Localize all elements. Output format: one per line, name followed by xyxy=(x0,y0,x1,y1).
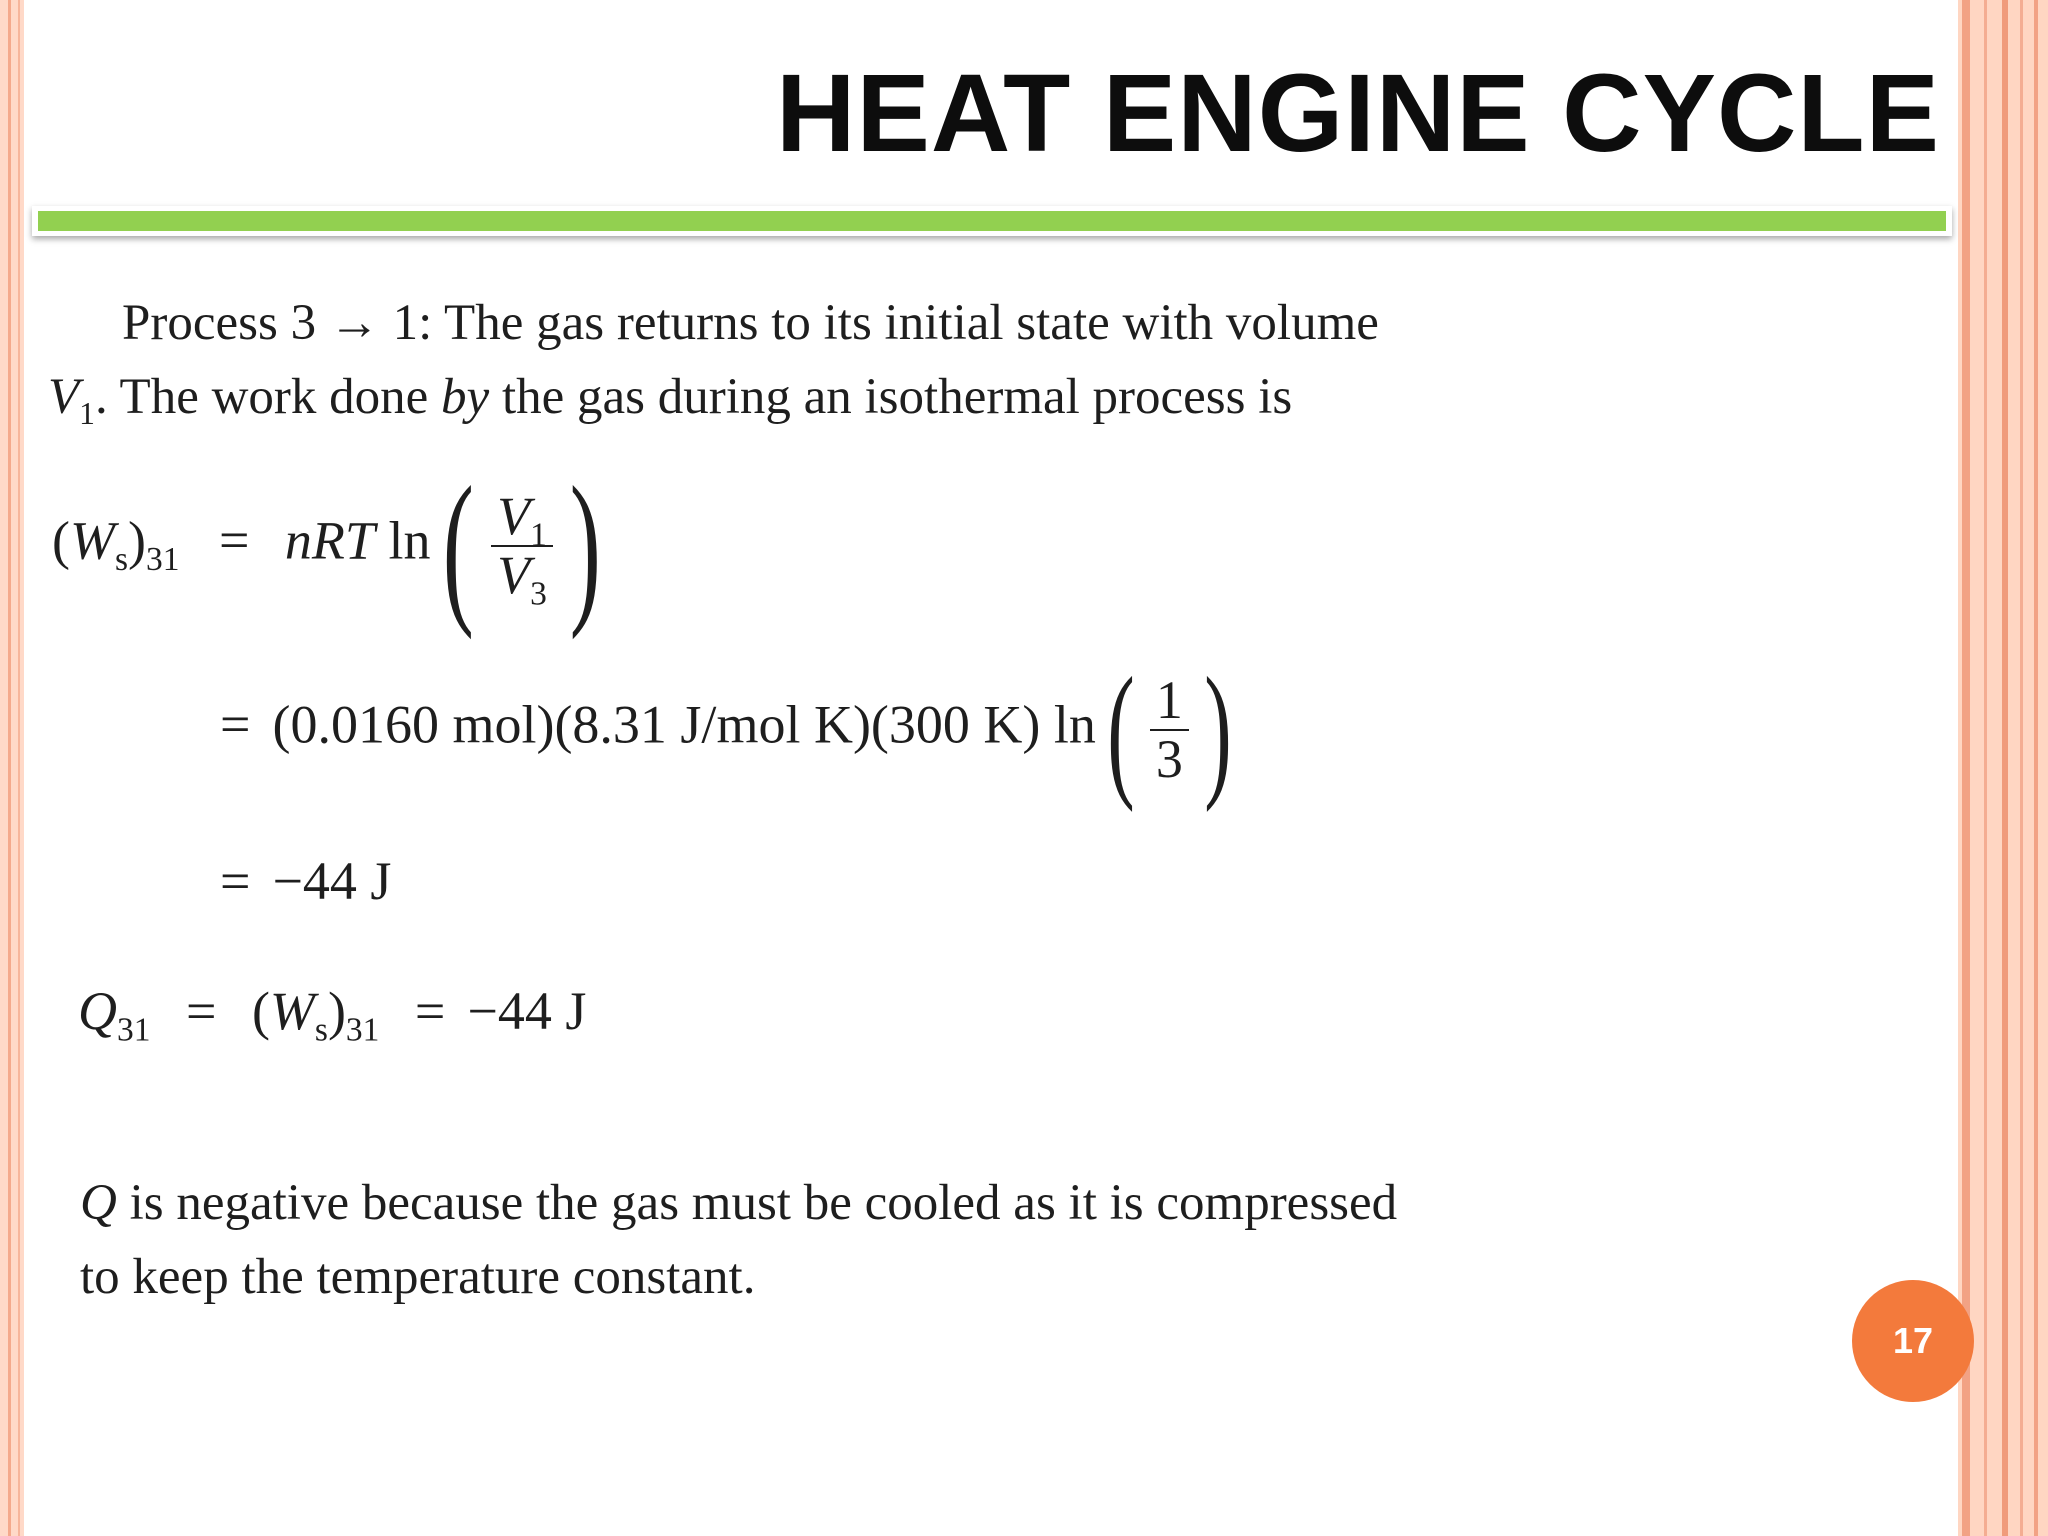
equation-work-isothermal: $(W_s)_{31}$ = nRT ln( $\frac{V_1}{V_3}$ ) xyxy=(52,452,601,640)
slide xyxy=(24,0,1958,1536)
equation-result-work: = −44 J xyxy=(220,851,392,911)
conclusion-line-2: to keep the temperature constant. xyxy=(80,1249,756,1305)
slide-title: HEAT ENGINE CYCLE xyxy=(776,52,1940,175)
intro-line-1: Process 3 → 1: The gas returns to its initial state with volume xyxy=(122,295,1379,351)
fraction-one-third: $\frac{1}{3}$ xyxy=(1150,672,1189,787)
right-border-decoration xyxy=(1958,0,2048,1536)
fraction-v1-over-v3: $\frac{V_1}{V_3}$ xyxy=(491,488,553,603)
intro-paragraph xyxy=(48,286,1379,434)
title-underline-bar xyxy=(32,206,1952,236)
conclusion-line-1: Q is negative because the gas must be cooled as it is compressed xyxy=(80,1175,1398,1231)
left-border-decoration xyxy=(0,0,24,1536)
equation-heat-q31: $Q_{31} = (W_s)_{31} = -44$ J xyxy=(78,981,587,1049)
equation-numeric-substitution: = (0.0160 mol)(8.31 J/mol K)(300 K) ln( $\frac{1}{3}$ ) xyxy=(220,647,1232,813)
page-number-badge: 17 xyxy=(1852,1280,1974,1402)
conclusion-paragraph xyxy=(80,1166,1397,1314)
intro-line-2: $V_1$. The work done by the gas during an isothermal process is xyxy=(48,369,1293,432)
